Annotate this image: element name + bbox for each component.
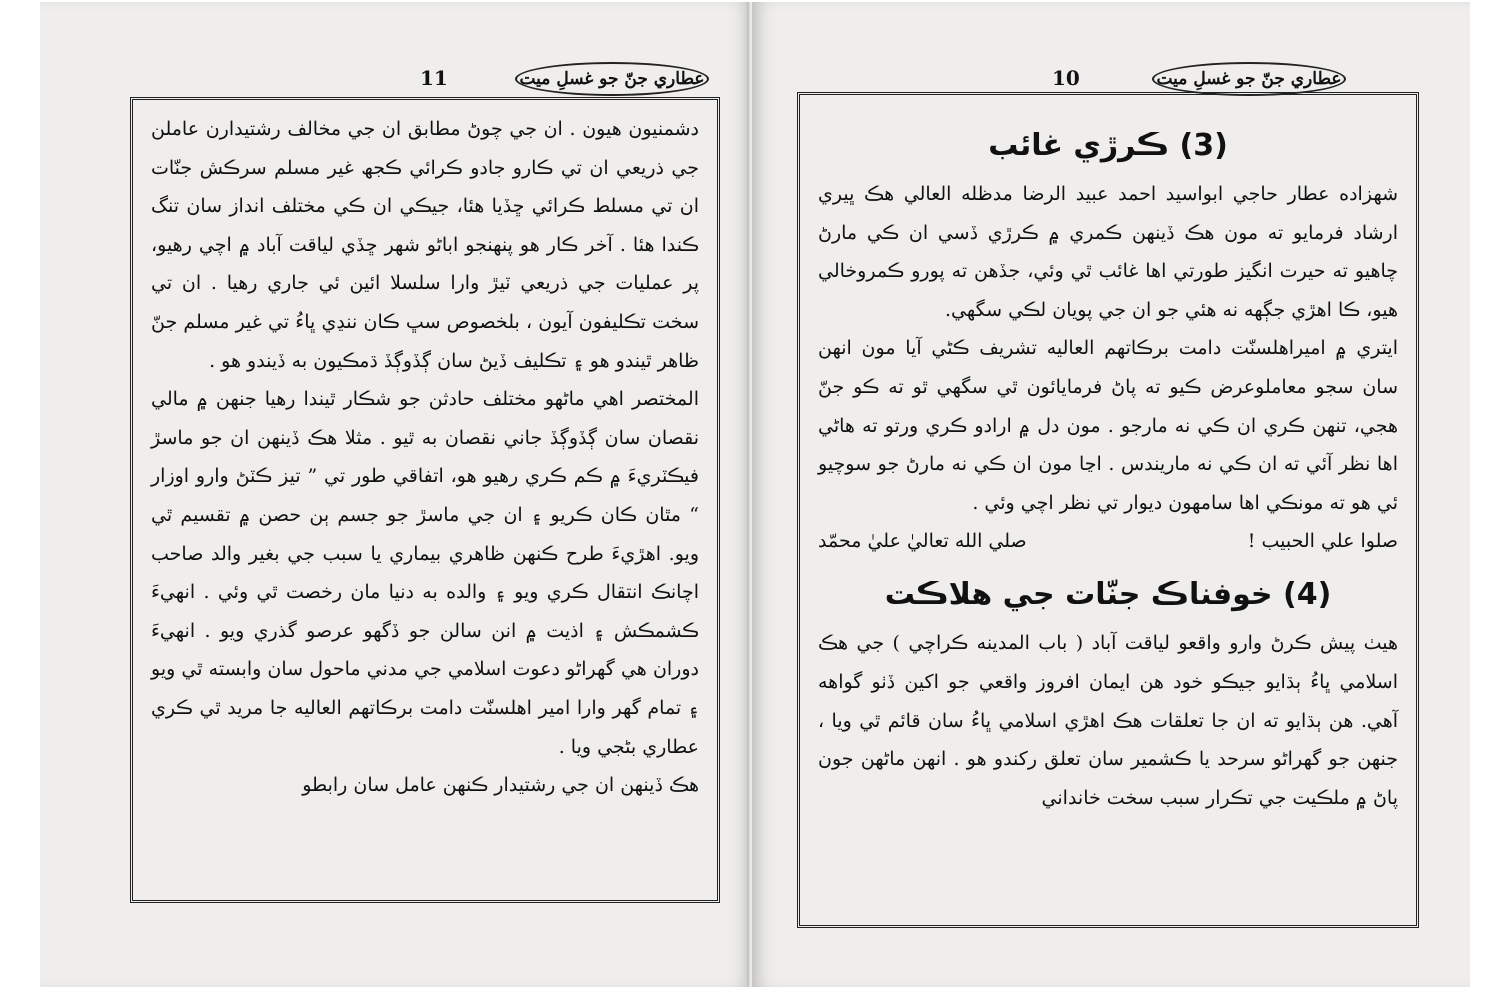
open-book (40, 2, 1470, 992)
salawat-line (800, 522, 1416, 560)
running-title: عطاري جنّ جو غسلِ ميت (515, 62, 709, 96)
section-title: (4) خوفناڪ جنّات جي هلاڪت (884, 577, 1332, 613)
paragraph: ايتري ۾ اميراهلسنّت دامت برڪاتهم العاليه تشريف ڪڻي آيا مون انهن سان سجو معاملوعرض ڪيو ته پاڻ فرمايائون ٿي سگهي ٿو ته ڪو جنّ هجي، تنهن ڪري ان ڪي نه مارجو . مون دل ۾ ارادو ڪري ورتو ته هاڻي اها نظر آئي ته ان ڪي نه ماريندس . اڃا مون ان ڪي نه مارڻ جو سوچيو ئي هو ته مونڪي اها سامهون ديوار تي نظر اچي وئي . (818, 337, 1398, 514)
left-text-frame (130, 97, 720, 903)
left-page (40, 2, 752, 987)
running-title: عطاري جنّ جو غسلِ ميت (1152, 62, 1346, 96)
page-number: 10 (1052, 66, 1080, 90)
page-number: 11 (420, 66, 448, 90)
paragraph: المختصر اهي ماڻهو مختلف حادثن جو شڪار ٿيندا رهيا جنهن ۾ مالي نقصان سان ڳڏوڳڏ جاني نقصان به ٿيو . مثلا هڪ ڏينهن ان جو ماسڙ فيڪٽريءَ ۾ ڪم ڪري رهيو هو، اتفاقي طور تي ” تيز ڪٽڻ وارو اوزار “ مٿان ڪان ڪريو ۽ ان جي ماسڙ جو جسم ٻن حصن ۾ تقسيم ٿي ويو. اهڙيءَ طرح ڪنهن ظاهري بيماري يا سبب جي بغير والد صاحب اچانڪ انتقال ڪري ويو ۽ والده به دنيا مان رخصت ٿي وئي . انهيءَ ڪشمڪش ۽ اذيت ۾ انن سالن جو ڏگهو عرصو گذري ويو . انهيءَ دوران هي گهراڻو دعوت اسلامي جي مدني ماحول سان وابسته ٿي ويو ۽ تمام گهر وارا امير اهلسنّت دامت برڪاتهم العاليه جا مريد ٿي ڪري عطاري بڻجي ويا . (151, 388, 699, 758)
right-text-frame (797, 92, 1419, 928)
paragraph: دشمنيون هيون . ان جي چوڻ مطابق ان جي مخالف رشتيدارن عاملن جي ذريعي ان تي ڪارو جادو ڪرائي ڪجھ غير مسلم سرڪش جنّات ان تي مسلط ڪرائي ڇڏيا هئا، جيڪي ان ڪي مختلف انداز سان تنگ ڪندا هئا . آخر ڪار هو پنهنجو اباڻو شهر ڇڏي لياقت آباد ۾ اچي رهيو، پر عمليات جي ذريعي ٽيڙ وارا سلسلا ائين ئي جاري رهيا . ان تي سخت تڪليفون آيون ، بلخصوص سڀ ڪان ننڍي ڀاءُ تي غير مسلم جنّ ظاهر ٿيندو هو ۽ تڪليف ڏيڻ سان ڳڏوڳڏ ڌمڪيون به ڏيندو هو . (151, 118, 699, 372)
paragraph: هيٺ پيش ڪرڻ وارو واقعو لياقت آباد ( باب المدينه ڪراچي ) جي هڪ اسلامي ڀاءُ ٻڌايو جيڪو خود هن ايمان افروز واقعي جو اکين ڏٺو گواهه آهي. هن ٻڌايو ته ان جا تعلقات هڪ اهڙي اسلامي ڀاءُ سان قائم ٿي ويا ، جنهن جو گهراڻو سرحد يا ڪشمير سان تعلق رکندو هو . انهن ماڻهن جون پاڻ ۾ ملڪيت جي تڪرار سبب سخت خانداني (818, 632, 1398, 809)
salawat-response: صلي الله تعاليٰ عليٰ محمّد (818, 530, 1027, 553)
section-title: (3) ڪرڙي غائب (988, 128, 1228, 163)
paragraph: شهزاده عطار حاجي ابواسيد احمد عبيد الرضا مدظله العالي هڪ ڀيري ارشاد فرمايو ته مون هڪ ڏينهن ڪمري ۾ ڪرڙي ڏسي ان ڪي مارڻ چاهيو ته حيرت انگيز طورتي اها غائب ٿي وئي، جڏهن ته پورو ڪمروخالي هيو، ڪا اهڙي جڳهه نه هئي جو ان جي پويان لڪي سگهي. (818, 183, 1398, 321)
right-body-text-2 (800, 622, 1416, 817)
salawat-call: صلوا علي الحبيب ! (1247, 530, 1398, 553)
left-page-header (420, 62, 720, 94)
left-body-text (133, 100, 717, 805)
right-page (752, 2, 1470, 987)
paragraph: هڪ ڏينهن ان جي رشتيدار ڪنهن عامل سان رابطو (302, 774, 699, 797)
right-page-header (1052, 62, 1362, 94)
right-body-text (800, 173, 1416, 522)
